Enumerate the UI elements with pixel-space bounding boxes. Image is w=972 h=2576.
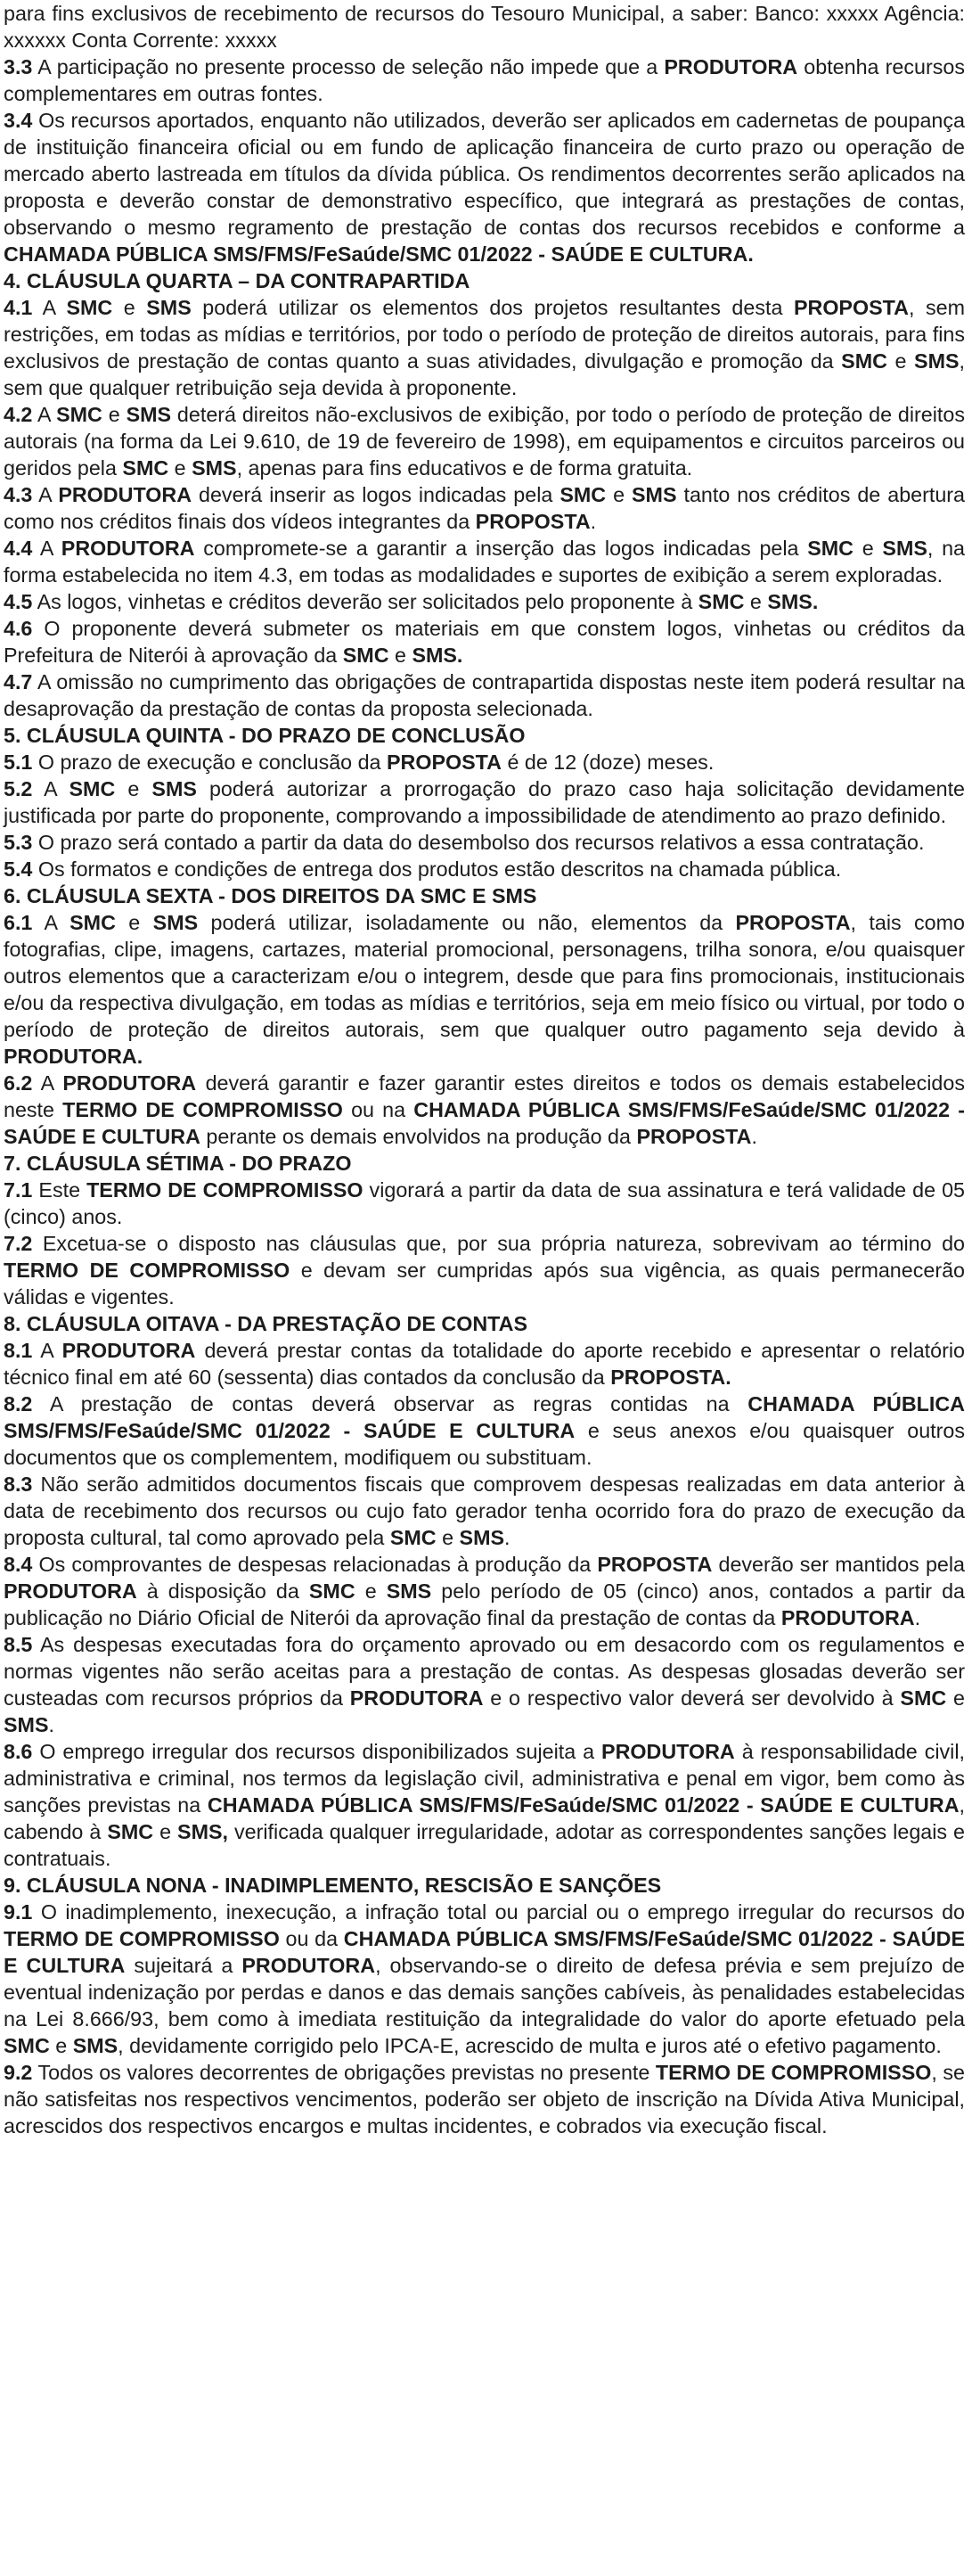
bold-text: PROPOSTA xyxy=(597,1553,713,1576)
section-heading xyxy=(4,722,965,749)
section-heading xyxy=(4,882,965,909)
text-run: tanto nos créditos de abertura como nos créditos finais dos vídeos integrantes da xyxy=(4,483,966,533)
clause-paragraph xyxy=(4,53,965,107)
clause-paragraph xyxy=(4,775,965,829)
clause-number: 8.6 xyxy=(4,1740,33,1763)
bold-text: CHAMADA PÚBLICA SMS/FMS/FeSaúde/SMC 01/2022 - SAÚDE E CULTURA. xyxy=(4,242,754,266)
clause-paragraph xyxy=(4,0,965,53)
bold-text: SMS xyxy=(72,2034,118,2057)
bold-text: SMC xyxy=(698,590,745,613)
clause-paragraph xyxy=(4,481,965,535)
text-run: . xyxy=(504,1526,511,1549)
text-run: O emprego irregular dos recursos disponibilizados sujeita a xyxy=(32,1740,602,1763)
bold-text: SMC xyxy=(841,349,887,373)
clause-number: 8.4 xyxy=(4,1553,33,1576)
bold-text: PRODUTORA xyxy=(601,1740,735,1763)
text-run: e xyxy=(436,1526,460,1549)
bold-text: PROPOSTA xyxy=(636,1125,752,1148)
text-run: A xyxy=(32,537,61,560)
text-run: e xyxy=(115,911,153,934)
text-run: , apenas para fins educativos e de forma gratuita. xyxy=(236,456,693,480)
bold-text: SMS xyxy=(192,456,237,480)
text-run: à responsabilidade civil, administrativa e criminal, nos termos da legislação civil, administrativa e penal em vigor, bem como às sanções previstas na xyxy=(4,1740,965,1817)
bold-text: PRODUTORA xyxy=(58,483,192,506)
clause-paragraph xyxy=(4,107,965,267)
clause-paragraph xyxy=(4,749,965,775)
text-run: e xyxy=(102,403,127,426)
text-run: e seus anexos e/ou quaisquer outros documentos que os complementem, modifiquem ou substituam. xyxy=(4,1419,965,1469)
text-run: O prazo de execução e conclusão da xyxy=(32,751,387,774)
text-run: A prestação de contas deverá observar as regras contidas na xyxy=(32,1392,748,1415)
clause-paragraph xyxy=(4,669,965,722)
bold-text: SMS xyxy=(882,537,927,560)
text-run: poderá utilizar, isoladamente ou não, elementos da xyxy=(198,911,736,934)
bold-text: SMC xyxy=(56,403,102,426)
clause-number: 4.3 xyxy=(4,483,33,506)
text-run: e xyxy=(388,644,412,667)
text-run: 7. CLÁUSULA SÉTIMA - DO PRAZO xyxy=(4,1152,352,1175)
text-run: 4. CLÁUSULA QUARTA – DA CONTRAPARTIDA xyxy=(4,269,470,292)
text-run: pelo período de 05 (cinco) anos, contados a partir da publicação no Diário Oficial de Niterói da aprovação final da prestação de contas da xyxy=(4,1579,965,1629)
text-run: para fins exclusivos de recebimento de recursos do Tesouro Municipal, a saber: Banco: xxxxx Agência: xxxxxx Conta Corrente: xxxxx xyxy=(4,2,965,52)
bold-text: SMC xyxy=(900,1686,947,1710)
clause-paragraph xyxy=(4,829,965,856)
text-run: ou na xyxy=(342,1098,414,1121)
text-run: O prazo será contado a partir da data do desembolso dos recursos relativos a essa contratação. xyxy=(32,831,925,854)
text-run: e xyxy=(854,537,883,560)
text-run: A participação no presente processo de seleção não impede que a xyxy=(32,55,665,78)
bold-text: CHAMADA PÚBLICA SMS/FMS/FeSaúde/SMC 01/2022 - SAÚDE E CULTURA xyxy=(207,1793,960,1817)
text-run: obtenha recursos complementares em outras fontes. xyxy=(4,55,965,105)
text-run: . xyxy=(914,1606,921,1629)
text-run: perante os demais envolvidos na produção da xyxy=(200,1125,637,1148)
clause-paragraph xyxy=(4,1391,965,1471)
text-run: Os formatos e condições de entrega dos produtos estão descritos na chamada pública. xyxy=(32,857,842,881)
bold-text: PROPOSTA. xyxy=(610,1366,731,1389)
text-run: Os comprovantes de despesas relacionadas à produção da xyxy=(32,1553,598,1576)
bold-text: CHAMADA PÚBLICA SMS/FMS/FeSaúde/SMC 01/2022 - SAÚDE E CULTURA xyxy=(4,1392,966,1442)
bold-text: SMC xyxy=(69,777,116,800)
clause-paragraph xyxy=(4,588,965,615)
bold-text: TERMO DE COMPROMISSO xyxy=(655,2061,932,2084)
bold-text: CHAMADA PÚBLICA SMS/FMS/FeSaúde/SMC 01/2022 - SAÚDE E CULTURA xyxy=(4,1927,965,1977)
text-run: Não serão admitidos documentos fiscais que comprovem despesas realizadas em data anterior à data de recebimento dos recursos ou cujo fato gerador tenha ocorrido fora do prazo de execução da proposta cultural, tal como aprovado pela xyxy=(4,1473,965,1549)
text-run: verificada qualquer irregularidade, adotar as correspondentes sanções legais e contratuais. xyxy=(4,1820,965,1870)
clause-paragraph xyxy=(4,1631,965,1738)
text-run: e xyxy=(115,777,152,800)
bold-text: SMC xyxy=(4,2034,50,2057)
clause-number: 8.1 xyxy=(4,1339,33,1362)
text-run: 5. CLÁUSULA QUINTA - DO PRAZO DE CONCLUSÃO xyxy=(4,724,526,747)
bold-text: PRODUTORA xyxy=(61,537,195,560)
bold-text: SMS xyxy=(4,1713,49,1736)
section-heading xyxy=(4,1872,965,1899)
text-run: , sem que qualquer retribuição seja devida à proponente. xyxy=(4,349,965,399)
clause-number: 5.2 xyxy=(4,777,33,800)
bold-text: SMC xyxy=(107,1820,154,1843)
bold-text: SMC xyxy=(66,296,113,319)
text-run: e xyxy=(168,456,192,480)
clause-number: 9.2 xyxy=(4,2061,33,2084)
clause-number: 4.6 xyxy=(4,617,33,640)
bold-text: TERMO DE COMPROMISSO xyxy=(4,1259,290,1282)
bold-text: SMC xyxy=(122,456,169,480)
text-run: Excetua-se o disposto nas cláusulas que, por sua própria natureza, sobrevivam ao término do xyxy=(32,1232,965,1255)
clause-paragraph xyxy=(4,294,965,401)
text-run: e xyxy=(355,1579,387,1603)
clause-number: 4.5 xyxy=(4,590,33,613)
text-run: Todos os valores decorrentes de obrigações previstas no presente xyxy=(32,2061,656,2084)
text-run: e xyxy=(606,483,633,506)
bold-text: SMC xyxy=(69,911,116,934)
clause-paragraph xyxy=(4,615,965,669)
bold-text: SMS xyxy=(459,1526,505,1549)
text-run: e xyxy=(744,590,768,613)
bold-text: TERMO DE COMPROMISSO xyxy=(4,1927,280,1950)
text-run: deverá prestar contas da totalidade do aporte recebido e apresentar o relatório técnico final em até 60 (sessenta) dias contados da conclusão da xyxy=(4,1339,965,1389)
text-run: e devam ser cumpridas após sua vigência, as quais permanecerão válidas e vigentes. xyxy=(4,1259,965,1309)
clause-paragraph xyxy=(4,1337,965,1391)
clause-paragraph xyxy=(4,1177,965,1230)
bold-text: SMC xyxy=(807,537,854,560)
clause-paragraph xyxy=(4,909,965,1070)
text-run: 6. CLÁUSULA SEXTA - DOS DIREITOS DA SMC E SMS xyxy=(4,884,537,907)
text-run: compromete-se a garantir a inserção das logos indicadas pela xyxy=(194,537,808,560)
clause-paragraph xyxy=(4,1471,965,1551)
clause-number: 8.5 xyxy=(4,1633,33,1656)
clause-number: 4.7 xyxy=(4,670,33,693)
clause-number: 4.2 xyxy=(4,403,33,426)
clause-number: 8.2 xyxy=(4,1392,33,1415)
text-run: As despesas executadas fora do orçamento aprovado ou em desacordo com os regulamentos e normas vigentes não serão aceitas para a prestação de contas. As despesas glosadas deverão ser custeadas com recursos próprios da xyxy=(4,1633,965,1710)
bold-text: PRODUTORA. xyxy=(4,1045,143,1068)
clause-paragraph xyxy=(4,856,965,882)
text-run: As logos, vinhetas e créditos deverão ser solicitados pelo proponente à xyxy=(32,590,698,613)
bold-text: PRODUTORA xyxy=(4,1579,137,1603)
clause-number: 8.3 xyxy=(4,1473,33,1496)
bold-text: SMS xyxy=(152,911,199,934)
text-run: A xyxy=(32,777,69,800)
clause-number: 5.3 xyxy=(4,831,33,854)
bold-text: PRODUTORA xyxy=(241,1954,376,1977)
text-run: Este xyxy=(32,1178,87,1202)
bold-text: SMS xyxy=(632,483,677,506)
clause-number: 4.1 xyxy=(4,296,33,319)
bold-text: TERMO DE COMPROMISSO xyxy=(62,1098,343,1121)
text-run: . xyxy=(590,510,597,533)
text-run: . xyxy=(751,1125,757,1148)
text-run: poderá autorizar a prorrogação do prazo caso haja solicitação devidamente justificada por parte do proponente, comprovando a impossibilidade de atendimento ao prazo definido. xyxy=(4,777,965,827)
text-run: A xyxy=(32,296,67,319)
text-run: e xyxy=(153,1820,178,1843)
bold-text: SMC xyxy=(389,1526,437,1549)
text-run: , observando-se o direito de defesa prévia e sem prejuízo de eventual indenização por perdas e danos e das demais sanções cabíveis, às penalidades estabelecidas na Lei 8.666/93, bem como à imediata restituição da integralidade do valor do aporte efetuado pela xyxy=(4,1954,965,2030)
clause-paragraph xyxy=(4,1899,965,2059)
bold-text: SMS xyxy=(146,296,192,319)
text-run: , devidamente corrigido pelo IPCA-E, acrescido de multa e juros até o efetivo pagamento. xyxy=(118,2034,942,2057)
text-run: , na forma estabelecida no item 4.3, em todas as modalidades e suportes de exibição a serem exploradas. xyxy=(4,537,966,587)
bold-text: SMS. xyxy=(767,590,819,613)
text-run: A xyxy=(32,483,59,506)
bold-text: SMS xyxy=(151,777,197,800)
bold-text: PROPOSTA xyxy=(475,510,591,533)
section-heading xyxy=(4,1310,965,1337)
bold-text: CHAMADA PÚBLICA SMS/FMS/FeSaúde/SMC 01/2022 - SAÚDE E CULTURA xyxy=(4,1098,966,1148)
text-run: O proponente deverá submeter os materiais em que constem logos, vinhetas ou créditos da Prefeitura de Niterói à aprovação da xyxy=(4,617,965,667)
text-run: A xyxy=(32,1339,62,1362)
text-run: e xyxy=(886,349,915,373)
text-run: à disposição da xyxy=(136,1579,309,1603)
clause-number: 6.1 xyxy=(4,911,33,934)
bold-text: PRODUTORA xyxy=(664,55,798,78)
text-run: deverão ser mantidos pela xyxy=(712,1553,965,1576)
bold-text: SMS. xyxy=(412,644,463,667)
text-run: A omissão no cumprimento das obrigações de contrapartida dispostas neste item poderá resultar na desaprovação da prestação de contas da proposta selecionada. xyxy=(4,670,965,720)
text-run: é de 12 (doze) meses. xyxy=(502,751,715,774)
text-run: O inadimplemento, inexecução, a infração total ou parcial ou o emprego irregular do recursos do xyxy=(32,1900,965,1924)
clause-number: 7.1 xyxy=(4,1178,33,1202)
bold-text: PRODUTORA xyxy=(349,1686,484,1710)
text-run: 9. CLÁUSULA NONA - INADIMPLEMENTO, RESCISÃO E SANÇÕES xyxy=(4,1874,662,1897)
clause-number: 3.4 xyxy=(4,109,33,132)
bold-text: PROPOSTA xyxy=(387,751,502,774)
text-run: e xyxy=(49,2034,73,2057)
text-run: A xyxy=(32,1071,63,1095)
text-run: . xyxy=(48,1713,54,1736)
bold-text: PROPOSTA xyxy=(735,911,851,934)
clause-paragraph xyxy=(4,1738,965,1872)
clause-number: 3.3 xyxy=(4,55,33,78)
clause-paragraph xyxy=(4,401,965,481)
bold-text: SMS xyxy=(126,403,172,426)
text-run: A xyxy=(32,403,57,426)
text-run: sujeitará a xyxy=(125,1954,242,1977)
text-run: deterá direitos não-exclusivos de exibição, por todo o período de proteção de direitos autorais (na forma da Lei 9.610, de 19 de fevereiro de 1998), em equipamentos e circuitos parceiros ou geridos pela xyxy=(4,403,966,480)
bold-text: PRODUTORA xyxy=(62,1071,197,1095)
clause-paragraph xyxy=(4,1070,965,1150)
text-run: , cabendo à xyxy=(4,1793,965,1843)
text-run: , tais como fotografias, clipe, imagens, cartazes, material promocional, personagens, trilha sonora, e/ou quaisquer outros elementos que a caracterizam e/ou o integrem, desde que para fins promocionais, institucionais e/ou da respectiva divulgação, em todas as mídias e territórios, seja em meio físico ou virtual, por todo o período de proteção de direitos autorais, sem que qualquer outro pagamento seja devido à xyxy=(4,911,965,1041)
text-run: poderá utilizar os elementos dos projetos resultantes desta xyxy=(191,296,794,319)
bold-text: PRODUTORA xyxy=(780,1606,915,1629)
text-run: vigorará a partir da data de sua assinatura e terá validade de 05 (cinco) anos. xyxy=(4,1178,965,1228)
text-run: deverá garantir e fazer garantir estes direitos e todos os demais estabelecidos neste xyxy=(4,1071,965,1121)
clause-number: 5.1 xyxy=(4,751,33,774)
bold-text: SMS xyxy=(914,349,960,373)
text-run: , sem restrições, em todas as mídias e territórios, por todo o período de proteção de direitos autorais, para fins exclusivos de prestação de contas quanto a suas atividades, divulgação e promoção da xyxy=(4,296,965,373)
bold-text: SMC xyxy=(308,1579,355,1603)
bold-text: PRODUTORA xyxy=(61,1339,196,1362)
text-run: e xyxy=(112,296,147,319)
text-run: ou da xyxy=(279,1927,344,1950)
text-run: 8. CLÁUSULA OITAVA - DA PRESTAÇÃO DE CONTAS xyxy=(4,1312,528,1335)
clause-paragraph xyxy=(4,1230,965,1310)
bold-text: SMC xyxy=(560,483,607,506)
bold-text: PROPOSTA xyxy=(793,296,909,319)
text-run: , se não satisfeitas nos respectivos vencimentos, poderão ser objeto de inscrição na Dívida Ativa Municipal, acrescidos dos respectivos encargos e multas incidentes, e cobrados via execução fiscal. xyxy=(4,2061,965,2137)
section-heading xyxy=(4,1150,965,1177)
text-run: Os recursos aportados, enquanto não utilizados, deverão ser aplicados em cadernetas de poupança de instituição financeira oficial ou em fundo de aplicação financeira de curto prazo ou operação de mercado aberto lastreada em títulos da dívida pública. Os rendimentos decorrentes serão aplicados na proposta e deverão constar de demonstrativo específico, que integrará as prestações de contas, observando o mesmo regramento de prestação de contas dos recursos recebidos e conforme a xyxy=(4,109,965,239)
clause-number: 7.2 xyxy=(4,1232,33,1255)
bold-text: SMC xyxy=(342,644,389,667)
clause-paragraph xyxy=(4,535,965,588)
clause-number: 4.4 xyxy=(4,537,33,560)
section-heading xyxy=(4,267,965,294)
text-run: e o respectivo valor deverá ser devolvido à xyxy=(483,1686,901,1710)
clause-paragraph xyxy=(4,2059,965,2139)
bold-text: SMS, xyxy=(177,1820,229,1843)
clause-number: 9.1 xyxy=(4,1900,33,1924)
text-run: e xyxy=(946,1686,965,1710)
bold-text: TERMO DE COMPROMISSO xyxy=(86,1178,363,1202)
clause-number: 5.4 xyxy=(4,857,33,881)
text-run: deverá inserir as logos indicadas pela xyxy=(192,483,560,506)
bold-text: SMS xyxy=(386,1579,432,1603)
clause-paragraph xyxy=(4,1551,965,1631)
clause-number: 6.2 xyxy=(4,1071,33,1095)
text-run: A xyxy=(32,911,70,934)
